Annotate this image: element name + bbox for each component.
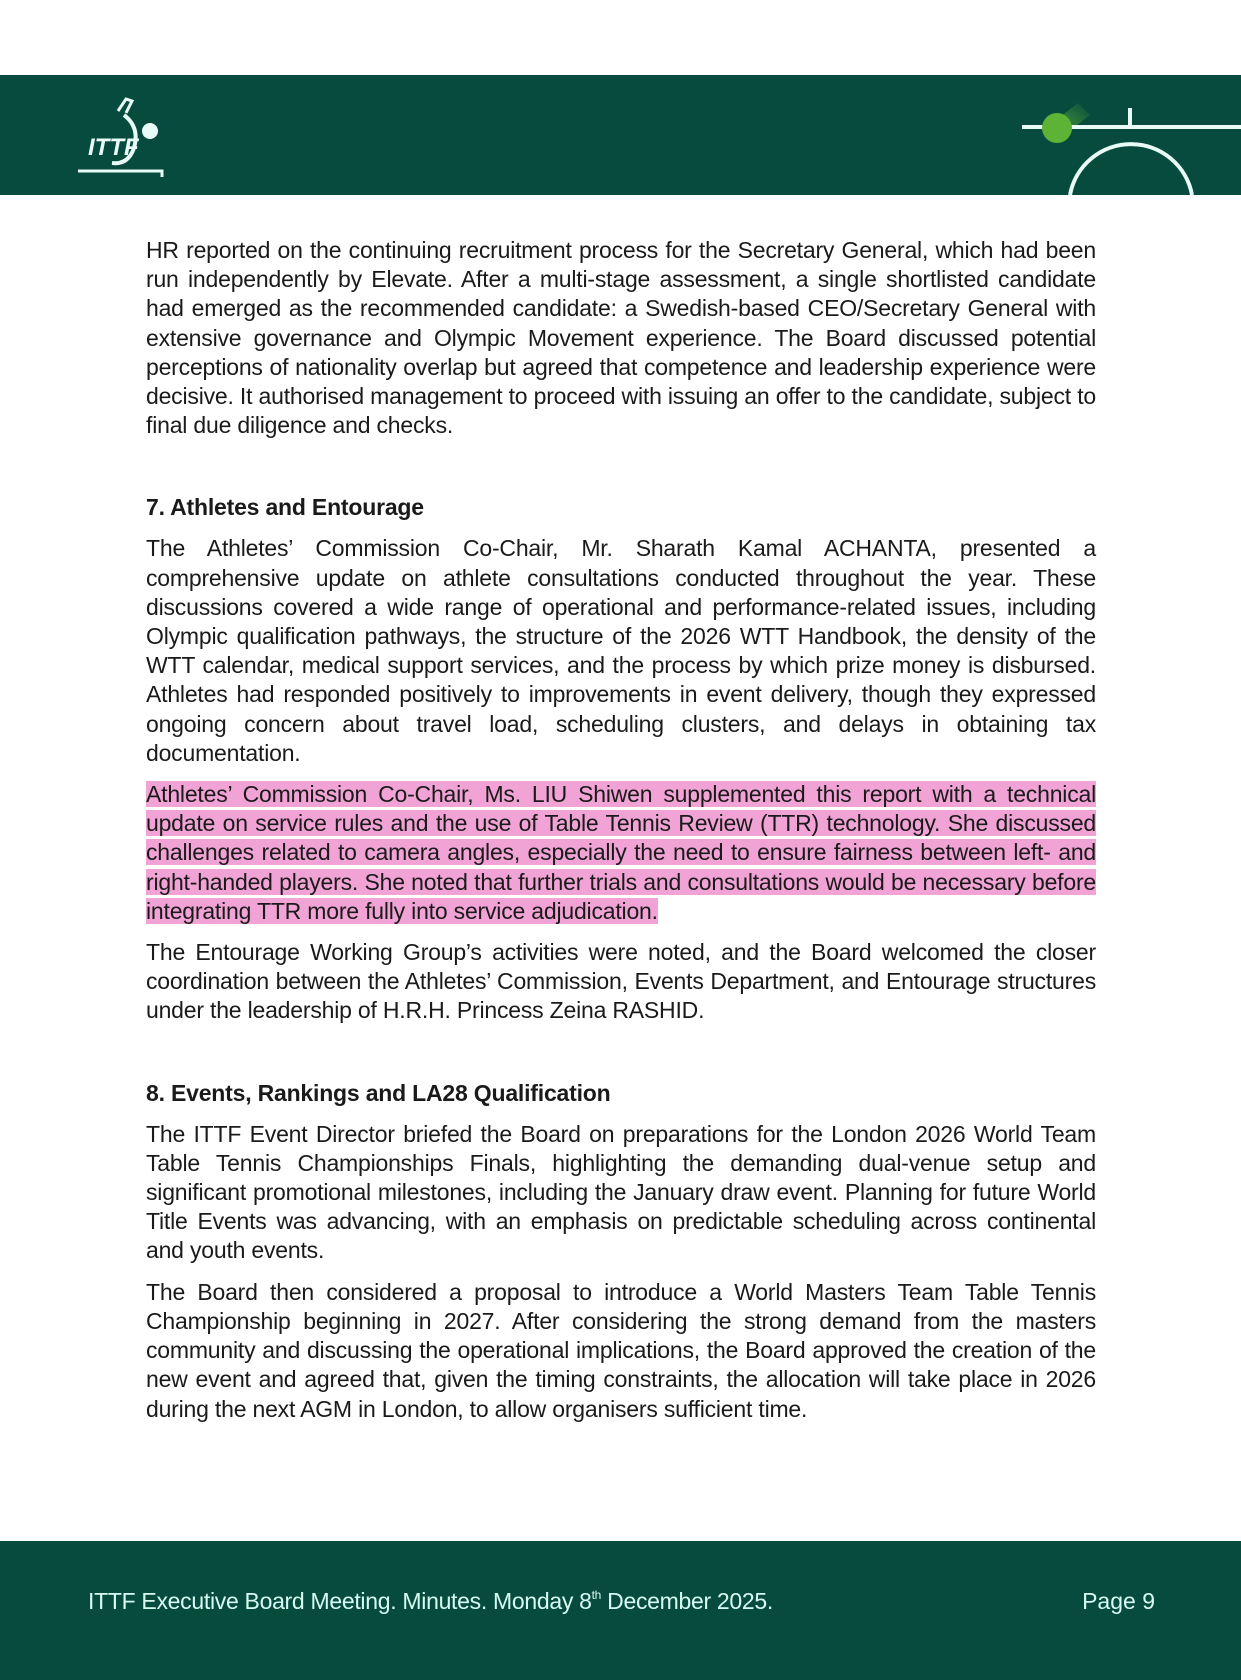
section-heading: 8. Events, Rankings and LA28 Qualification [146,1079,611,1106]
section-events-rankings [146,1078,1096,1424]
intro-paragraph: HR reported on the continuing recruitment process for the Secretary General, which had been run independently by Elevate. After a multi-stage assessment, a single shortlisted candidate had emerged as the recommended candidate: a Swedish-based CEO/Secretary General with extensive governance and Olympic Movement experience. The Board discussed potential perceptions of nationality overlap but agreed that competence and leadership experience were decisive. It authorised management to proceed with issuing an offer to the candidate, subject to final due diligence and checks. [146,237,1096,439]
svg-text:ITTF: ITTF [88,134,139,161]
section-athletes-entourage [146,492,1096,1025]
page-number: Page 9 [1082,1588,1155,1614]
paragraph: The ITTF Event Director briefed the Board on preparations for the London 2026 World Team Table Tennis Championships Finals, highlighting the demanding dual-venue setup and significant promotional milestones, including the January draw event. Planning for future World Title Events was advancing, with an emphasis on predictable scheduling across continental and youth events. [146,1120,1096,1264]
paragraph: The Athletes’ Commission Co-Chair, Mr. Sharath Kamal ACHANTA, presented a comprehensive update on athlete consultations conducted throughout the year. These discussions covered a wide range of operational and performance-related issues, including Olympic qualification pathways, the structure of the 2026 WTT Handbook, the density of the WTT calendar, medical support services, and the process by which prize money is disbursed. Athletes had responded positively to improvements in event delivery, though they expressed ongoing concern about travel load, scheduling clusters, and delays in obtaining tax documentation. [146,535,1096,766]
footer-title-main: ITTF Executive Board Meeting. Minutes. Monday 8 [88,1588,592,1614]
footer-title [88,1588,773,1615]
court-graphic-icon [1000,75,1241,195]
highlighted-paragraph [146,780,1096,926]
footer-title-date: December 2025. [601,1588,773,1614]
paragraph: The Board then considered a proposal to introduce a World Masters Team Table Tennis Championship beginning in 2027. After considering the strong demand from the masters community and discussing the operational implications, the Board approved the creation of the new event and agreed that, given the timing constraints, the allocation will take place in 2026 during the next AGM in London, to allow organisers sufficient time. [146,1278,1096,1422]
footer-title-ordinal: th [591,1588,602,1602]
document-body [146,236,1096,1436]
highlight-span: Athletes’ Commission Co-Chair, Ms. LIU Shiwen supplemented this report with a technical update on service rules and the use of Table Tennis Review (TTR) technology. She discussed challenges related to camera angles, especially the need to ensure fairness between left- and right-handed players. She noted that further trials and consultations would be necessary before integrating TTR more fully into service adjudication. [146,781,1096,924]
header-band [0,75,1241,195]
footer-band [0,1541,1241,1680]
paragraph: The Entourage Working Group’s activities were noted, and the Board welcomed the closer coordination between the Athletes’ Commission, Events Department, and Entourage structures under the leadership of H.R.H. Princess Zeina RASHID. [146,939,1096,1024]
section-heading: 7. Athletes and Entourage [146,494,424,521]
ittf-logo-icon [74,93,174,183]
